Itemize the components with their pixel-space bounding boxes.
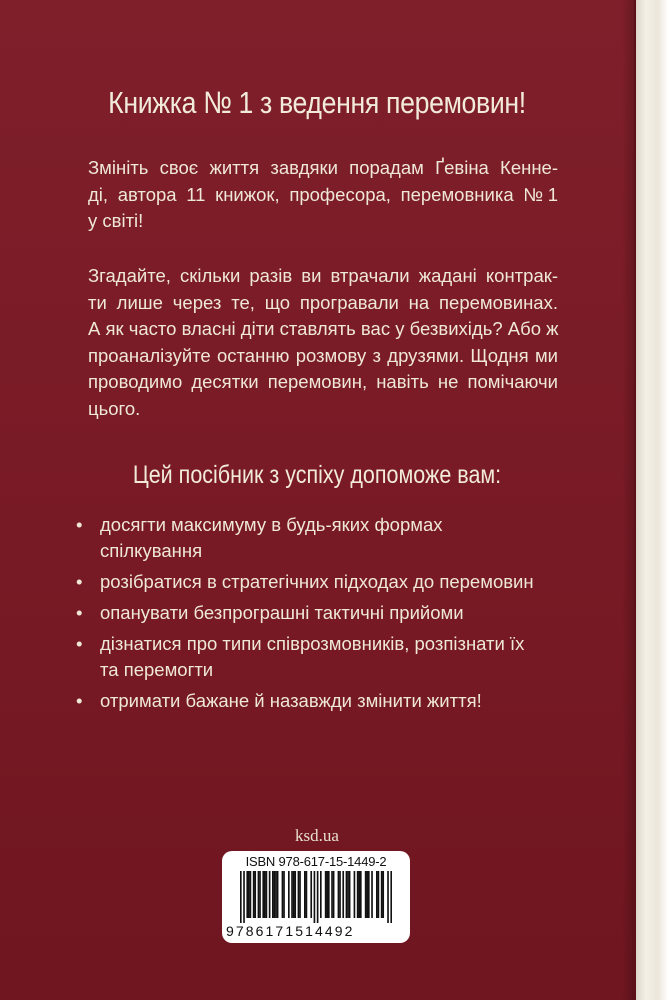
subheading: Цей посібник з успіху допоможе вам: bbox=[132, 461, 502, 489]
barcode-bar bbox=[253, 871, 255, 918]
list-item bbox=[76, 512, 576, 564]
barcode-bar bbox=[346, 871, 348, 918]
barcode-bar bbox=[274, 871, 276, 918]
barcode-bar bbox=[376, 871, 378, 918]
body-line: А як часто власні діти ставлять вас у безвихідь? Або ж bbox=[88, 318, 559, 339]
list-item-text: дізнатися про типи співрозмовників, розпізнати їх bbox=[100, 633, 525, 654]
list-item-text: та перемогти bbox=[100, 659, 214, 680]
bullet-icon: • bbox=[76, 690, 83, 711]
barcode-bar bbox=[354, 871, 356, 918]
barcode-bar bbox=[269, 871, 271, 918]
barcode-bar bbox=[246, 871, 248, 918]
benefits-list bbox=[76, 512, 576, 719]
barcode-bar bbox=[266, 871, 268, 918]
page-edges bbox=[634, 0, 668, 1000]
barcode-bar bbox=[347, 871, 349, 918]
barcode-bar bbox=[259, 871, 261, 918]
barcode-bar bbox=[349, 871, 351, 918]
barcode-bar bbox=[371, 871, 373, 918]
barcode-bar bbox=[299, 871, 301, 918]
barcode-bar bbox=[306, 871, 308, 918]
body-line: Згадайте, скільки разів ви втрачали жадані контрак- bbox=[88, 265, 558, 286]
barcode-bar bbox=[248, 871, 250, 918]
barcode-bar bbox=[250, 871, 252, 918]
barcode-bar bbox=[304, 871, 306, 918]
barcode-bar bbox=[342, 871, 344, 918]
bullet-icon: • bbox=[76, 602, 83, 623]
list-item-text: досягти максимуму в будь-яких формах bbox=[100, 514, 443, 535]
barcode-bar bbox=[310, 871, 312, 918]
barcode-bar bbox=[378, 871, 380, 918]
barcode-bar bbox=[382, 871, 384, 918]
bullet-icon: • bbox=[76, 571, 83, 592]
barcode-bar bbox=[358, 871, 360, 918]
barcode-bar bbox=[258, 871, 260, 918]
barcode-bar bbox=[291, 871, 293, 918]
barcode-bar bbox=[368, 871, 370, 918]
cover-board-edge bbox=[634, 0, 636, 1000]
list-item-text: опанувати безпрограшні тактичні прийоми bbox=[100, 602, 464, 623]
barcode-bar bbox=[294, 871, 296, 918]
barcode-bar bbox=[277, 871, 279, 918]
barcode-bar bbox=[243, 871, 245, 923]
barcode-bar bbox=[325, 871, 327, 918]
barcode-bar bbox=[293, 871, 295, 918]
barcode-bar bbox=[365, 871, 367, 918]
barcode-bar bbox=[366, 871, 368, 918]
barcode-bar bbox=[272, 871, 274, 918]
barcode-bar bbox=[254, 871, 256, 918]
barcode-bar bbox=[264, 871, 266, 918]
barcode-bar bbox=[314, 871, 316, 923]
bullet-icon: • bbox=[76, 514, 83, 535]
barcode-bar bbox=[331, 871, 333, 918]
list-item-text: отримати бажане й назавжди змінити життя! bbox=[100, 690, 482, 711]
barcode-bar bbox=[262, 871, 264, 918]
list-item-text: розібратися в стратегічних підходах до перемовин bbox=[100, 571, 534, 592]
barcode-bar bbox=[317, 871, 319, 923]
barcode-bar bbox=[390, 871, 392, 923]
barcode-bar bbox=[275, 871, 277, 918]
list-item bbox=[76, 688, 576, 714]
barcode-bar bbox=[288, 871, 290, 918]
ean-number: 9786171514492 bbox=[226, 923, 355, 939]
barcode-bar bbox=[283, 871, 285, 918]
barcode-bars bbox=[240, 871, 392, 923]
barcode-bar bbox=[357, 871, 359, 918]
publisher-website: ksd.ua bbox=[295, 826, 339, 845]
body-paragraph bbox=[88, 263, 558, 422]
intro-line: у світі! bbox=[88, 210, 144, 231]
barcode-bar bbox=[328, 871, 330, 918]
isbn-number: ISBN 978-617-15-1449-2 bbox=[245, 854, 387, 869]
body-line: ти лише через те, що програвали на перемовинах. bbox=[88, 291, 558, 313]
barcode-bar bbox=[387, 871, 389, 923]
headline: Книжка № 1 з ведення перемовин! bbox=[108, 85, 526, 120]
body-line: цього. bbox=[88, 397, 141, 419]
barcode-bar bbox=[320, 871, 322, 918]
list-item bbox=[76, 600, 576, 626]
body-line: проаналізуйте останню розмову з друзями. Щодня ми bbox=[88, 344, 558, 366]
barcode-bar bbox=[298, 871, 300, 918]
body-line: проводимо десятки перемовин, навіть не помічаючи bbox=[88, 371, 558, 392]
intro-paragraph bbox=[88, 155, 558, 235]
barcode-bar bbox=[326, 871, 328, 918]
barcode-bar bbox=[282, 871, 284, 918]
barcode-bar bbox=[360, 871, 362, 918]
bullet-icon: • bbox=[76, 633, 83, 654]
list-item bbox=[76, 569, 576, 595]
barcode-label bbox=[222, 851, 410, 943]
list-item-text: спілкування bbox=[100, 540, 203, 561]
barcode-bar bbox=[338, 871, 340, 918]
barcode-bar bbox=[381, 871, 383, 918]
barcode-bar bbox=[240, 871, 242, 923]
intro-line: Змініть своє життя завдяки порадам Ґевіна Кенне- bbox=[88, 157, 558, 178]
barcode-bar bbox=[333, 871, 335, 918]
list-item bbox=[76, 631, 576, 683]
barcode-bar bbox=[339, 871, 341, 918]
intro-line: ді, автора 11 книжок, професора, перемовника №1 bbox=[88, 183, 558, 205]
